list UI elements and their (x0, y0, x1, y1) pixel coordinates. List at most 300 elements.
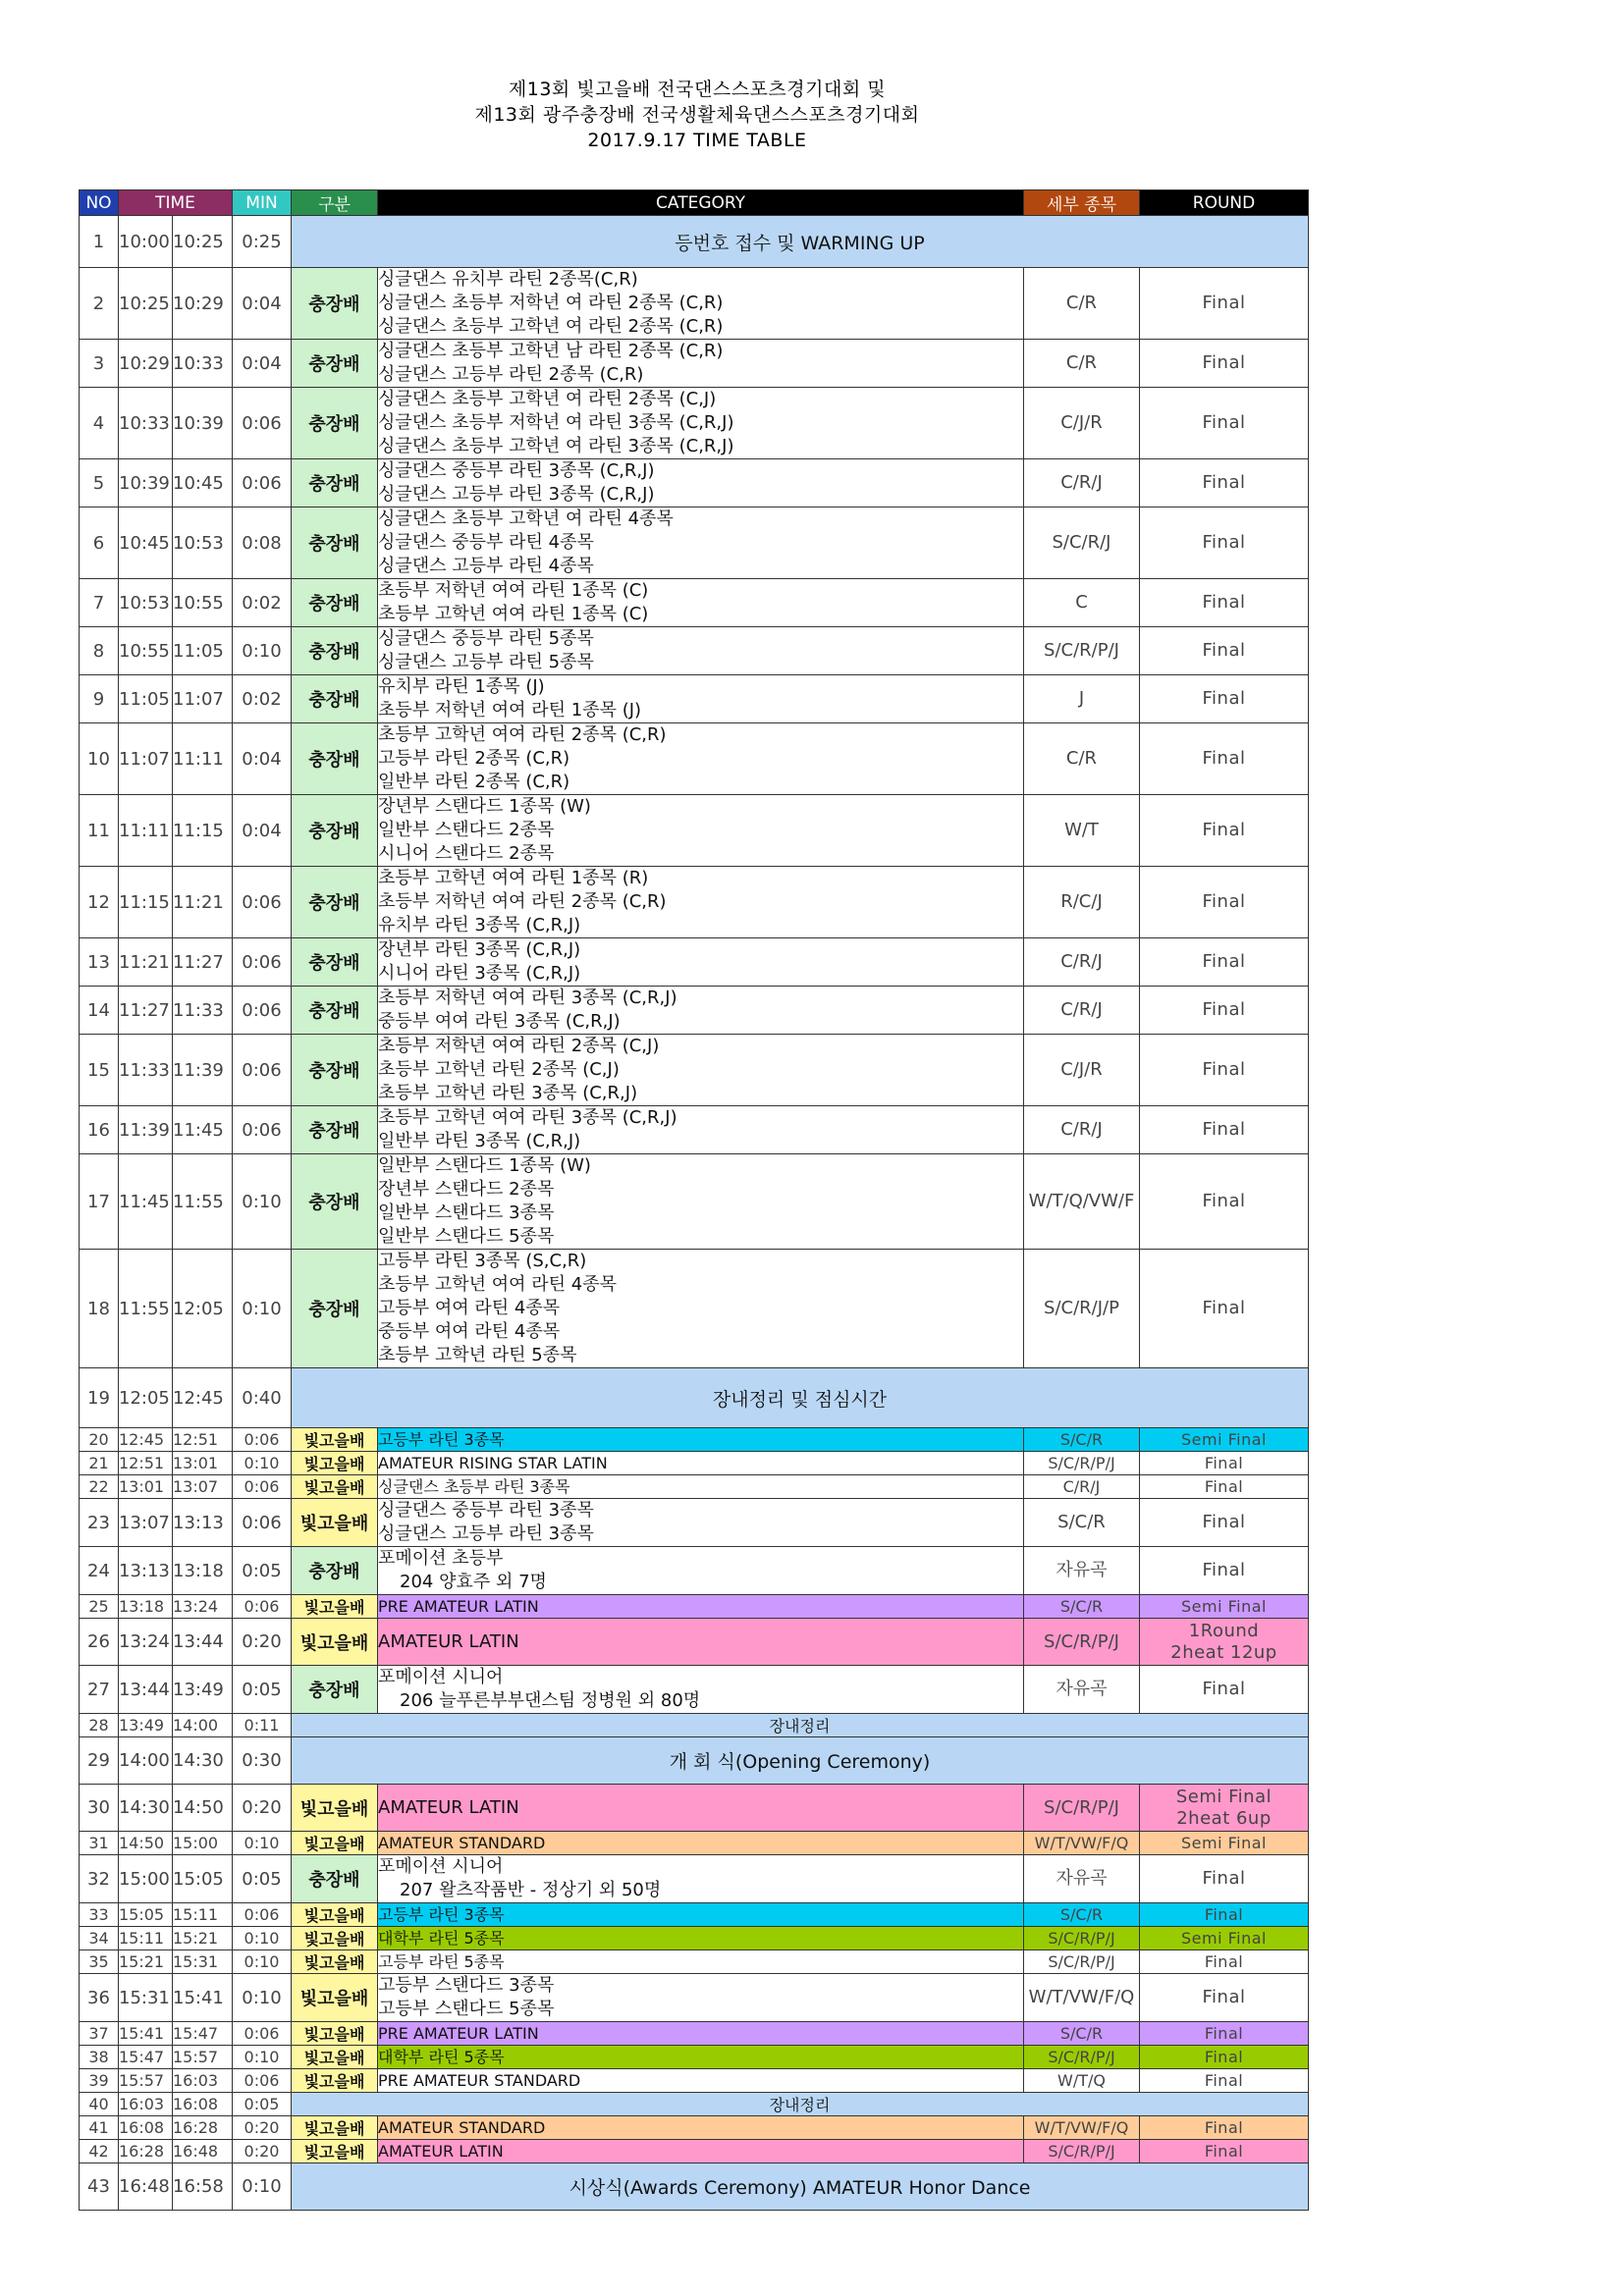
end-time: 15:00 (173, 1832, 233, 1855)
round-cell (1140, 1927, 1309, 1950)
col-header-round: ROUND (1140, 190, 1309, 216)
duration: 0:04 (233, 723, 292, 795)
end-time: 11:11 (173, 723, 233, 795)
round-heat-label: 2heat 6up (1176, 1807, 1272, 1829)
section-banner: 시상식(Awards Ceremony) AMATEUR Honor Dance (292, 2163, 1309, 2211)
round-cell (1140, 2046, 1309, 2069)
duration: 0:05 (233, 1547, 292, 1595)
table-row (80, 2093, 1309, 2116)
category-line: 싱글댄스 초등부 고학년 여 라틴 2종목 (C,J) (378, 389, 717, 409)
round-cell (1140, 388, 1309, 459)
category-line: 싱글댄스 중등부 라틴 5종목 (378, 628, 594, 649)
duration: 0:10 (233, 2046, 292, 2069)
competition-tag: 충장배 (292, 627, 378, 675)
duration: 0:10 (233, 1950, 292, 1974)
start-time: 13:01 (119, 1475, 173, 1499)
round-cell (1140, 1547, 1309, 1595)
table-row (80, 507, 1309, 579)
table-row (80, 987, 1309, 1035)
category-line: 207 왈츠작품반 - 정상기 외 50명 (400, 1880, 662, 1900)
start-time: 15:47 (119, 2046, 173, 2069)
round-cell (1140, 1855, 1309, 1903)
round-cell (1140, 1035, 1309, 1106)
table-row (80, 1666, 1309, 1714)
table-row (80, 1547, 1309, 1595)
col-header-category: CATEGORY (378, 190, 1024, 216)
round-cell (1140, 1619, 1309, 1666)
detail-dances: S/C/R/P/J (1024, 627, 1140, 675)
duration: 0:04 (233, 795, 292, 867)
table-row (80, 2163, 1309, 2211)
category-line: AMATEUR STANDARD (378, 1833, 546, 1852)
round-label: Final (1202, 820, 1246, 840)
category-line: 초등부 저학년 여여 라틴 3종목 (C,R,J) (378, 988, 677, 1008)
table-row (80, 938, 1309, 987)
competition-tag: 빛고을배 (292, 1595, 378, 1619)
category-line: 포메이션 시니어 (378, 1856, 504, 1877)
category-line: 중등부 여여 라틴 4종목 (378, 1321, 561, 1342)
category-cell (378, 388, 1024, 459)
category-line: 대학부 라틴 5종목 (378, 1928, 505, 1948)
category-cell (378, 1154, 1024, 1250)
end-time: 10:29 (173, 268, 233, 340)
table-row (80, 1785, 1309, 1832)
row-number: 42 (80, 2140, 119, 2163)
row-number: 33 (80, 1903, 119, 1927)
row-number: 41 (80, 2116, 119, 2140)
table-row (80, 627, 1309, 675)
round-cell (1140, 1428, 1309, 1452)
round-label: Final (1202, 1119, 1246, 1140)
category-line: AMATEUR LATIN (378, 2141, 504, 2161)
row-number: 38 (80, 2046, 119, 2069)
category-line: 시니어 스탠다드 2종목 (378, 843, 555, 864)
table-row (80, 1106, 1309, 1154)
category-cell (378, 1619, 1024, 1666)
row-number: 5 (80, 459, 119, 507)
round-label: Final (1202, 532, 1246, 553)
duration: 0:05 (233, 1855, 292, 1903)
detail-dances: C/R/J (1024, 459, 1140, 507)
competition-tag: 충장배 (292, 388, 378, 459)
detail-dances: S/C/R (1024, 1903, 1140, 1927)
round-label: Final (1202, 999, 1246, 1020)
detail-dances: S/C/R (1024, 2022, 1140, 2046)
duration: 0:06 (233, 2069, 292, 2093)
competition-tag: 빛고을배 (292, 1475, 378, 1499)
category-line: 포메이션 초등부 (378, 1548, 504, 1569)
category-line: 초등부 고학년 라틴 3종목 (C,R,J) (378, 1083, 638, 1103)
category-line: 싱글댄스 유치부 라틴 2종목(C,R) (378, 269, 638, 290)
detail-dances: 자유곡 (1024, 1666, 1140, 1714)
duration: 0:06 (233, 867, 292, 938)
category-line: 초등부 저학년 여여 라틴 2종목 (C,J) (378, 1036, 660, 1056)
start-time: 11:39 (119, 1106, 173, 1154)
competition-tag: 빛고을배 (292, 2116, 378, 2140)
detail-dances: S/C/R/P/J (1024, 2046, 1140, 2069)
row-number: 8 (80, 627, 119, 675)
start-time: 14:50 (119, 1832, 173, 1855)
round-cell (1140, 1666, 1309, 1714)
start-time: 15:05 (119, 1903, 173, 1927)
table-row (80, 579, 1309, 627)
start-time: 13:49 (119, 1714, 173, 1737)
round-label: Final (1202, 352, 1246, 373)
detail-dances: 자유곡 (1024, 1855, 1140, 1903)
duration: 0:10 (233, 2163, 292, 2211)
duration: 0:06 (233, 2022, 292, 2046)
duration: 0:40 (233, 1368, 292, 1428)
round-cell (1140, 627, 1309, 675)
round-cell (1140, 723, 1309, 795)
round-label: Semi Final (1175, 1786, 1272, 1807)
round-label: Final (1202, 472, 1246, 493)
round-cell (1140, 1499, 1309, 1547)
round-label: Semi Final (1181, 1833, 1267, 1852)
start-time: 13:24 (119, 1619, 173, 1666)
row-number: 9 (80, 675, 119, 723)
end-time: 16:03 (173, 2069, 233, 2093)
competition-tag: 충장배 (292, 1035, 378, 1106)
end-time: 13:24 (173, 1595, 233, 1619)
category-cell (378, 1547, 1024, 1595)
round-cell (1140, 459, 1309, 507)
start-time: 15:31 (119, 1974, 173, 2022)
detail-dances: C (1024, 579, 1140, 627)
table-row (80, 1428, 1309, 1452)
round-cell (1140, 268, 1309, 340)
row-number: 34 (80, 1927, 119, 1950)
row-number: 6 (80, 507, 119, 579)
round-label: Final (1202, 891, 1246, 912)
round-cell (1140, 1106, 1309, 1154)
end-time: 11:45 (173, 1106, 233, 1154)
category-cell (378, 1855, 1024, 1903)
row-number: 13 (80, 938, 119, 987)
round-cell (1140, 867, 1309, 938)
duration: 0:10 (233, 1154, 292, 1250)
category-line: 초등부 고학년 여여 라틴 4종목 (378, 1274, 617, 1295)
table-row (80, 2022, 1309, 2046)
round-cell (1140, 1250, 1309, 1368)
category-line: 포메이션 시니어 (378, 1667, 504, 1687)
timetable-body (80, 216, 1309, 2211)
end-time: 11:15 (173, 795, 233, 867)
category-cell (378, 2140, 1024, 2163)
duration: 0:10 (233, 1832, 292, 1855)
row-number: 25 (80, 1595, 119, 1619)
row-number: 20 (80, 1428, 119, 1452)
round-label: Final (1204, 1453, 1244, 1472)
duration: 0:20 (233, 1619, 292, 1666)
competition-tag: 빛고을배 (292, 2022, 378, 2046)
end-time: 15:47 (173, 2022, 233, 2046)
category-cell (378, 795, 1024, 867)
round-label: Final (1204, 2023, 1244, 2043)
competition-tag: 충장배 (292, 340, 378, 388)
row-number: 12 (80, 867, 119, 938)
category-line: 고등부 스탠다드 3종목 (378, 1975, 555, 1996)
category-cell (378, 1428, 1024, 1452)
row-number: 18 (80, 1250, 119, 1368)
category-cell (378, 1452, 1024, 1475)
table-row (80, 268, 1309, 340)
competition-tag: 충장배 (292, 268, 378, 340)
table-row (80, 1499, 1309, 1547)
end-time: 10:39 (173, 388, 233, 459)
competition-tag: 충장배 (292, 938, 378, 987)
end-time: 11:39 (173, 1035, 233, 1106)
category-cell (378, 1595, 1024, 1619)
start-time: 10:00 (119, 216, 173, 268)
competition-tag: 빛고을배 (292, 1785, 378, 1832)
category-line: 고등부 라틴 5종목 (378, 1951, 505, 1971)
row-number: 39 (80, 2069, 119, 2093)
category-line: PRE AMATEUR STANDARD (378, 2070, 581, 2090)
duration: 0:20 (233, 2116, 292, 2140)
category-line: 대학부 라틴 5종목 (378, 2047, 505, 2066)
round-cell (1140, 795, 1309, 867)
detail-dances: 자유곡 (1024, 1547, 1140, 1595)
category-line: PRE AMATEUR LATIN (378, 1596, 539, 1616)
category-cell (378, 938, 1024, 987)
round-cell (1140, 1950, 1309, 1974)
duration: 0:30 (233, 1737, 292, 1785)
row-number: 10 (80, 723, 119, 795)
duration: 0:05 (233, 2093, 292, 2116)
section-banner: 장내정리 (292, 2093, 1309, 2116)
category-line: 고등부 여여 라틴 4종목 (378, 1298, 561, 1318)
row-number: 14 (80, 987, 119, 1035)
round-label: Final (1202, 1512, 1246, 1532)
detail-dances: C/J/R (1024, 388, 1140, 459)
duration: 0:06 (233, 938, 292, 987)
end-time: 12:05 (173, 1250, 233, 1368)
timetable (79, 189, 1309, 2211)
round-label: Final (1204, 2070, 1244, 2090)
duration: 0:02 (233, 579, 292, 627)
category-cell (378, 1903, 1024, 1927)
category-cell (378, 987, 1024, 1035)
round-label: Final (1202, 1868, 1246, 1889)
table-row (80, 459, 1309, 507)
row-number: 23 (80, 1499, 119, 1547)
table-row (80, 388, 1309, 459)
end-time: 13:18 (173, 1547, 233, 1595)
section-banner: 장내정리 및 점심시간 (292, 1368, 1309, 1428)
category-cell (378, 1106, 1024, 1154)
competition-tag: 충장배 (292, 579, 378, 627)
row-number: 19 (80, 1368, 119, 1428)
col-header-time: TIME (119, 190, 233, 216)
table-row (80, 1595, 1309, 1619)
round-label: Final (1204, 2117, 1244, 2137)
category-line: 206 늘푸른부부댄스팀 정병원 외 80명 (400, 1690, 701, 1711)
table-row (80, 340, 1309, 388)
detail-dances: S/C/R (1024, 1428, 1140, 1452)
end-time: 11:55 (173, 1154, 233, 1250)
round-cell (1140, 1452, 1309, 1475)
start-time: 15:00 (119, 1855, 173, 1903)
end-time: 14:00 (173, 1714, 233, 1737)
detail-dances: S/C/R/P/J (1024, 1452, 1140, 1475)
row-number: 35 (80, 1950, 119, 1974)
category-line: 일반부 스탠다드 2종목 (378, 820, 555, 840)
category-line: 초등부 고학년 여여 라틴 1종목 (R) (378, 868, 649, 888)
table-row (80, 1927, 1309, 1950)
start-time: 15:41 (119, 2022, 173, 2046)
competition-tag: 충장배 (292, 795, 378, 867)
detail-dances: S/C/R/P/J (1024, 2140, 1140, 2163)
row-number: 37 (80, 2022, 119, 2046)
competition-tag: 충장배 (292, 723, 378, 795)
category-line: 초등부 저학년 여여 라틴 1종목 (J) (378, 700, 642, 721)
category-line: AMATEUR LATIN (378, 1796, 519, 1818)
competition-tag: 빛고을배 (292, 1903, 378, 1927)
table-row (80, 2140, 1309, 2163)
category-line: 고등부 스탠다드 5종목 (378, 1999, 555, 2019)
detail-dances: C/J/R (1024, 1035, 1140, 1106)
row-number: 2 (80, 268, 119, 340)
row-number: 22 (80, 1475, 119, 1499)
competition-tag: 충장배 (292, 1666, 378, 1714)
detail-dances: S/C/R/P/J (1024, 1950, 1140, 1974)
competition-tag: 빛고을배 (292, 1619, 378, 1666)
detail-dances: C/R/J (1024, 938, 1140, 987)
competition-tag: 충장배 (292, 867, 378, 938)
end-time: 15:57 (173, 2046, 233, 2069)
row-number: 40 (80, 2093, 119, 2116)
round-cell (1140, 1154, 1309, 1250)
round-cell (1140, 2022, 1309, 2046)
category-line: 초등부 저학년 여여 라틴 1종목 (C) (378, 580, 649, 601)
section-banner: 장내정리 (292, 1714, 1309, 1737)
table-row (80, 2069, 1309, 2093)
round-cell (1140, 1785, 1309, 1832)
table-row (80, 1154, 1309, 1250)
category-line: 싱글댄스 초등부 고학년 여 라틴 4종목 (378, 508, 674, 529)
round-cell (1140, 1595, 1309, 1619)
category-line: 싱글댄스 고등부 라틴 5종목 (378, 652, 594, 672)
category-line: 고등부 라틴 3종목 (S,C,R) (378, 1251, 587, 1271)
row-number: 29 (80, 1737, 119, 1785)
category-cell (378, 867, 1024, 938)
table-row (80, 1832, 1309, 1855)
round-cell (1140, 938, 1309, 987)
category-line: 고등부 라틴 3종목 (378, 1904, 505, 1924)
table-row (80, 1368, 1309, 1428)
category-line: 초등부 고학년 라틴 5종목 (378, 1345, 577, 1365)
category-cell (378, 1832, 1024, 1855)
duration: 0:06 (233, 1595, 292, 1619)
category-cell (378, 1499, 1024, 1547)
round-cell (1140, 2140, 1309, 2163)
round-label: Final (1202, 592, 1246, 613)
row-number: 26 (80, 1619, 119, 1666)
category-line: 싱글댄스 초등부 고학년 여 라틴 2종목 (C,R) (378, 316, 724, 337)
duration: 0:10 (233, 1250, 292, 1368)
end-time: 10:55 (173, 579, 233, 627)
category-line: 일반부 스탠다드 3종목 (378, 1202, 555, 1223)
start-time: 11:33 (119, 1035, 173, 1106)
duration: 0:25 (233, 216, 292, 268)
duration: 0:08 (233, 507, 292, 579)
row-number: 30 (80, 1785, 119, 1832)
row-number: 31 (80, 1832, 119, 1855)
start-time: 12:05 (119, 1368, 173, 1428)
header-row (80, 190, 1309, 216)
row-number: 32 (80, 1855, 119, 1903)
duration: 0:06 (233, 1428, 292, 1452)
category-cell (378, 2116, 1024, 2140)
category-line: 싱글댄스 고등부 라틴 4종목 (378, 556, 594, 576)
category-cell (378, 627, 1024, 675)
detail-dances: C/R/J (1024, 1106, 1140, 1154)
col-header-no: NO (80, 190, 119, 216)
end-time: 16:08 (173, 2093, 233, 2116)
category-line: 초등부 고학년 여여 라틴 3종목 (C,R,J) (378, 1107, 677, 1128)
category-line: 장년부 스탠다드 2종목 (378, 1179, 555, 1200)
start-time: 16:48 (119, 2163, 173, 2211)
row-number: 1 (80, 216, 119, 268)
start-time: 11:55 (119, 1250, 173, 1368)
category-line: AMATEUR STANDARD (378, 2117, 546, 2137)
category-line: 고등부 라틴 2종목 (C,R) (378, 748, 570, 769)
end-time: 12:51 (173, 1428, 233, 1452)
start-time: 10:25 (119, 268, 173, 340)
table-row (80, 723, 1309, 795)
duration: 0:10 (233, 1927, 292, 1950)
category-cell (378, 1950, 1024, 1974)
start-time: 11:15 (119, 867, 173, 938)
category-line: 일반부 라틴 3종목 (C,R,J) (378, 1131, 581, 1151)
end-time: 13:07 (173, 1475, 233, 1499)
start-time: 11:11 (119, 795, 173, 867)
category-line: 싱글댄스 초등부 고학년 남 라틴 2종목 (C,R) (378, 341, 724, 361)
detail-dances: C/R/J (1024, 1475, 1140, 1499)
start-time: 15:57 (119, 2069, 173, 2093)
category-cell (378, 340, 1024, 388)
start-time: 13:13 (119, 1547, 173, 1595)
duration: 0:06 (233, 459, 292, 507)
detail-dances: W/T/VW/F/Q (1024, 2116, 1140, 2140)
round-label: Final (1202, 1059, 1246, 1080)
table-row (80, 1950, 1309, 1974)
table-row (80, 1035, 1309, 1106)
row-number: 16 (80, 1106, 119, 1154)
row-number: 36 (80, 1974, 119, 2022)
row-number: 43 (80, 2163, 119, 2211)
start-time: 14:00 (119, 1737, 173, 1785)
end-time: 14:30 (173, 1737, 233, 1785)
category-line: 싱글댄스 중등부 라틴 3종목 (C,R,J) (378, 460, 655, 481)
competition-tag: 충장배 (292, 1855, 378, 1903)
round-label: Final (1204, 1476, 1244, 1496)
category-line: 초등부 고학년 여여 라틴 1종목 (C) (378, 604, 649, 624)
round-cell (1140, 987, 1309, 1035)
col-header-detail: 세부 종목 (1024, 190, 1140, 216)
end-time: 11:21 (173, 867, 233, 938)
round-cell (1140, 2069, 1309, 2093)
start-time: 13:18 (119, 1595, 173, 1619)
detail-dances: C/R (1024, 723, 1140, 795)
category-cell (378, 1666, 1024, 1714)
round-label: Final (1202, 1191, 1246, 1211)
duration: 0:06 (233, 1035, 292, 1106)
table-row (80, 867, 1309, 938)
end-time: 11:33 (173, 987, 233, 1035)
round-label: Semi Final (1181, 1596, 1267, 1616)
